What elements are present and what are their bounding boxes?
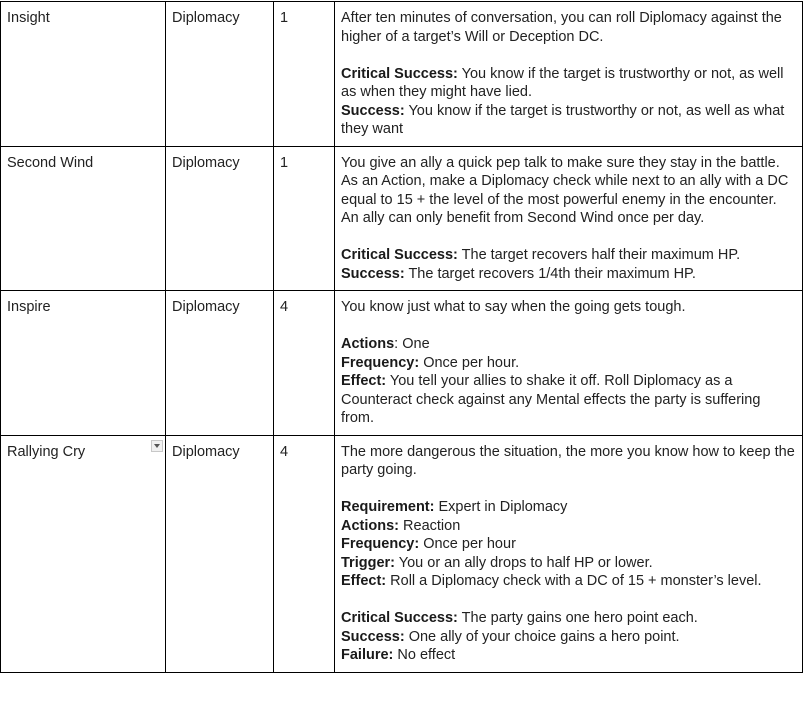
feat-name: Rallying Cry [7, 443, 86, 460]
critical-success-text: The party gains one hero point each. [457, 610, 698, 626]
description-cell[interactable] [335, 435, 803, 672]
actions-text: : One [394, 336, 430, 352]
feat-intro: The more dangerous the situation, the more you know how to keep the party going. [341, 443, 795, 478]
effect-text: You tell your allies to shake it off. Roll Diplomacy as a Counteract check against any Mental effects the party is suffering from. [341, 373, 761, 426]
feat-name-cell[interactable] [1, 2, 166, 147]
requirement-line [341, 498, 796, 517]
feat-name: Inspire [7, 299, 51, 315]
table-row [1, 435, 803, 672]
feat-intro: You know just what to say when the going gets tough. [341, 299, 686, 315]
requirement-text: Expert in Diplomacy [434, 499, 568, 515]
skill-cell[interactable] [166, 435, 274, 672]
success-line [341, 628, 796, 647]
level-cell[interactable] [274, 435, 335, 672]
level-cell[interactable] [274, 2, 335, 147]
frequency-line [341, 354, 796, 373]
critical-success-text: You know if the target is trustworthy or not, as well as when they might have lied. [341, 65, 784, 100]
critical-success-line [341, 65, 796, 102]
skill-cell[interactable] [166, 146, 274, 291]
effect-line [341, 372, 796, 428]
level-cell[interactable] [274, 291, 335, 436]
trigger-text: You or an ally drops to half HP or lower. [394, 554, 653, 571]
feat-level: 1 [280, 10, 289, 26]
feat-level: 1 [280, 154, 289, 171]
feat-name-cell[interactable] [1, 146, 166, 291]
feat-name: Second Wind [7, 154, 94, 171]
success-text: One ally of your choice gains a hero point. [404, 628, 680, 645]
critical-success-label: Critical Success: [341, 65, 458, 82]
frequency-label: Frequency: [341, 536, 420, 552]
feat-intro: After ten minutes of conversation, you can roll Diplomacy against the higher of a target’s Will or Deception DC. [341, 10, 782, 45]
skill-cell[interactable] [166, 2, 274, 147]
trigger-label: Trigger: [341, 554, 395, 571]
trigger-line [341, 554, 796, 573]
feat-skill: Diplomacy [172, 10, 240, 26]
level-cell[interactable] [274, 146, 335, 291]
critical-success-label: Critical Success: [341, 247, 458, 263]
feat-skill: Diplomacy [172, 299, 240, 315]
skill-cell[interactable] [166, 291, 274, 436]
frequency-label: Frequency: [341, 354, 420, 371]
critical-success-text: The target recovers half their maximum HP. [457, 247, 741, 263]
table-row [1, 2, 803, 147]
success-line [341, 265, 796, 284]
feat-name-cell[interactable] [1, 435, 166, 672]
feat-skill: Diplomacy [172, 443, 240, 460]
effect-text: Roll a Diplomacy check with a DC of 15 + monster’s level. [386, 573, 762, 589]
feat-level: 4 [280, 299, 289, 315]
success-text: You know if the target is trustworthy or not, as well as what they want [341, 102, 785, 137]
frequency-text: Once per hour. [419, 354, 520, 371]
success-label: Success: [341, 265, 405, 282]
feats-table [0, 1, 803, 673]
actions-line [341, 335, 796, 354]
failure-label: Failure: [341, 647, 394, 663]
description-cell[interactable] [335, 146, 803, 291]
feat-name-cell[interactable] [1, 291, 166, 436]
critical-success-line [341, 609, 796, 628]
feat-level: 4 [280, 443, 289, 460]
frequency-line [341, 535, 796, 554]
success-text: The target recovers 1/4th their maximum HP. [404, 265, 696, 282]
frequency-text: Once per hour [419, 536, 516, 552]
success-line [341, 102, 796, 139]
effect-label: Effect: [341, 373, 387, 389]
table-row [1, 146, 803, 291]
critical-success-line [341, 246, 796, 265]
actions-label: Actions [341, 336, 395, 352]
feat-name: Insight [7, 10, 50, 26]
description-cell[interactable] [335, 291, 803, 436]
dropdown-arrow-icon[interactable] [151, 440, 163, 452]
success-label: Success: [341, 102, 405, 119]
actions-line [341, 517, 796, 536]
failure-text: No effect [393, 647, 456, 663]
critical-success-label: Critical Success: [341, 610, 458, 626]
feat-skill: Diplomacy [172, 154, 240, 171]
requirement-label: Requirement: [341, 499, 435, 515]
table-row [1, 291, 803, 436]
feat-intro: You give an ally a quick pep talk to make sure they stay in the battle. As an Action, make a Diplomacy check while next to an ally with a DC equal to 15 + the level of the most powerful enemy in the encounter. An ally can only benefit from Second Wind once per day. [341, 154, 789, 226]
effect-line [341, 572, 796, 591]
description-cell[interactable] [335, 2, 803, 147]
success-label: Success: [341, 628, 405, 645]
actions-text: Reaction [399, 517, 461, 534]
effect-label: Effect: [341, 573, 387, 589]
failure-line [341, 646, 796, 665]
actions-label: Actions: [341, 517, 399, 534]
